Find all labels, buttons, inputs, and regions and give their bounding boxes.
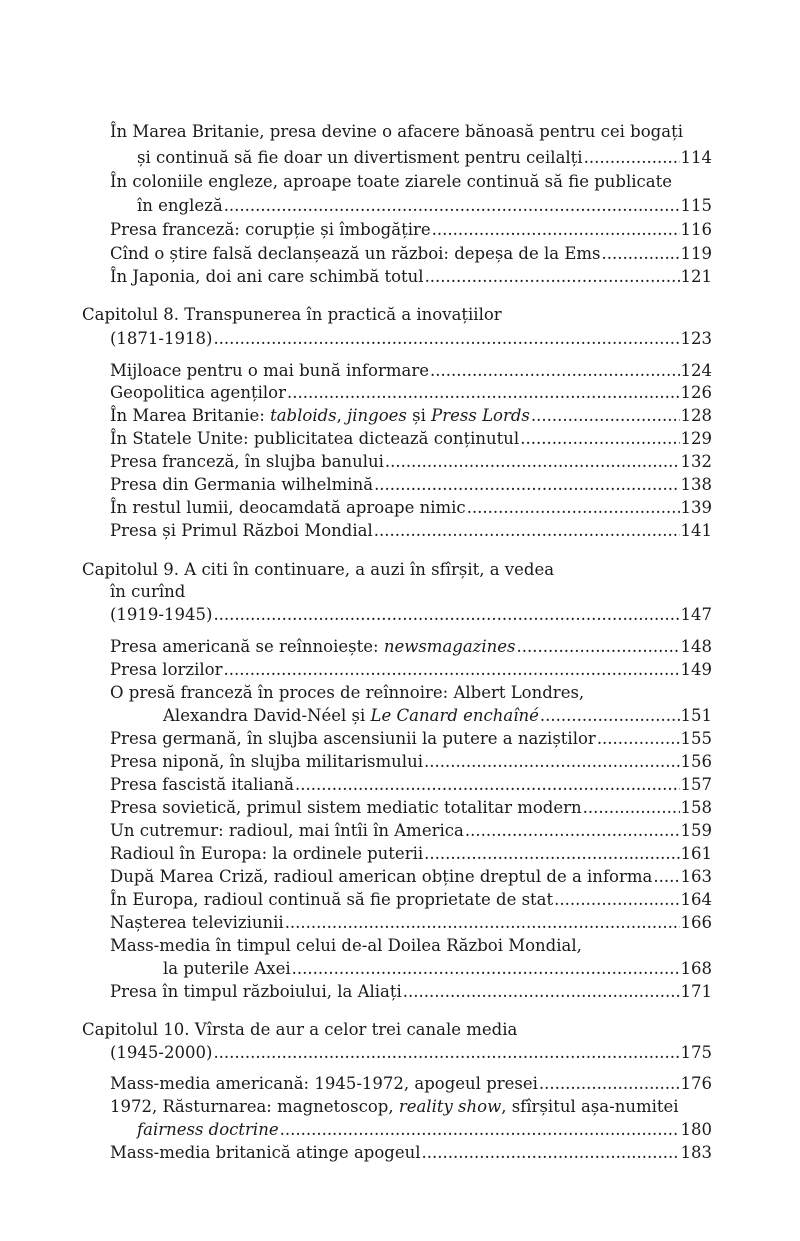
- toc-entry-text: Presa și Primul Război Mondial: [110, 521, 373, 540]
- toc-entry: [0, 796, 800, 820]
- chapter-years: (1871-1918): [110, 329, 213, 348]
- leader-dots: [280, 1118, 680, 1142]
- page-number: 157: [680, 775, 712, 794]
- chapter-heading: [0, 603, 800, 627]
- toc-entry: [0, 242, 800, 266]
- page-number: 119: [680, 244, 712, 263]
- page-number: 123: [680, 329, 712, 348]
- leader-dots: [374, 519, 680, 543]
- toc-entry-text: În restul lumii, deocamdată aproape nimic: [110, 498, 466, 517]
- page-number: 176: [680, 1074, 712, 1093]
- toc-entry: [0, 934, 800, 958]
- toc-entry: [0, 681, 800, 705]
- toc-entry: [0, 773, 800, 797]
- toc-entry-text: În coloniile engleze, aproape toate ziarele continuă să fie publicate: [110, 172, 672, 191]
- toc-entry-text: Presa franceză, în slujba banului: [110, 452, 384, 471]
- page-number: 161: [680, 844, 712, 863]
- page-number: 166: [680, 913, 712, 932]
- page-number: 164: [680, 890, 712, 909]
- leader-dots: [425, 265, 680, 289]
- page-number: 138: [680, 475, 712, 494]
- page-number: 171: [680, 982, 712, 1001]
- page-number: 114: [680, 148, 712, 167]
- leader-dots: [285, 911, 680, 935]
- leader-dots: [287, 381, 680, 405]
- toc-entry-text: în engleză: [137, 196, 223, 215]
- leader-dots: [539, 1072, 680, 1096]
- leader-dots: [424, 842, 679, 866]
- leader-dots: [520, 427, 679, 451]
- toc-entry: [0, 427, 800, 451]
- chapter-title: Capitolul 9. A citi în continuare, a auzi în sfîrșit, a vedea: [82, 560, 555, 579]
- chapter-heading: [0, 327, 800, 351]
- chapter-heading: [0, 1041, 800, 1065]
- chapter-heading: [0, 580, 800, 604]
- leader-dots: [432, 218, 680, 242]
- page-number: 149: [680, 660, 712, 679]
- toc-entry: [0, 658, 800, 682]
- toc-entry: [0, 1141, 800, 1165]
- toc-entry: [0, 1118, 800, 1142]
- toc-entry: [0, 146, 800, 170]
- toc-entry: [0, 194, 800, 218]
- chapter-title: Capitolul 8. Transpunerea în practică a inovațiilor: [82, 305, 502, 324]
- leader-dots: [584, 146, 680, 170]
- leader-dots: [213, 1041, 679, 1065]
- toc-entry: [0, 842, 800, 866]
- toc-entry: [0, 750, 800, 774]
- leader-dots: [422, 1141, 680, 1165]
- page-number: 159: [680, 821, 712, 840]
- page-number: 156: [680, 752, 712, 771]
- toc-entry: [0, 359, 800, 383]
- page-number: 147: [680, 605, 712, 624]
- page-number: 132: [680, 452, 712, 471]
- leader-dots: [295, 773, 679, 797]
- leader-dots: [540, 704, 680, 728]
- page-number: 141: [680, 521, 712, 540]
- leader-dots: [602, 242, 680, 266]
- toc-entry: [0, 1095, 800, 1119]
- leader-dots: [517, 635, 680, 659]
- toc-entry: [0, 450, 800, 474]
- page-number: 129: [680, 429, 712, 448]
- leader-dots: [653, 865, 679, 889]
- toc-entry-text: În Europa, radioul continuă să fie proprietate de stat: [110, 890, 554, 909]
- chapter-heading: [0, 1018, 800, 1042]
- leader-dots: [403, 980, 680, 1004]
- toc-entry-text: Presa sovietică, primul sistem mediatic totalitar modern: [110, 798, 582, 817]
- page-number: 139: [680, 498, 712, 517]
- toc-entry-text: Presa fascistă italiană: [110, 775, 295, 794]
- toc-entry: [0, 865, 800, 889]
- leader-dots: [374, 473, 679, 497]
- toc-entry: [0, 704, 800, 728]
- toc-entry-text: la puterile Axei: [163, 959, 291, 978]
- toc-entry: [0, 120, 800, 144]
- page-number: 180: [680, 1120, 712, 1139]
- toc-entry-text: Mass-media în timpul celui de-al Doilea Război Mondial,: [110, 936, 582, 955]
- toc-entry-text: O presă franceză în proces de reînnoire: Albert Londres,: [110, 683, 585, 702]
- page-number: 124: [680, 361, 712, 380]
- toc-entry-text: Mass-media britanică atinge apogeul: [110, 1143, 421, 1162]
- page-number: 158: [680, 798, 712, 817]
- leader-dots: [213, 327, 679, 351]
- toc-entry-text: Presa germană, în slujba ascensiunii la putere a naziștilor: [110, 729, 596, 748]
- page-number: 116: [680, 220, 712, 239]
- leader-dots: [531, 404, 680, 428]
- page-number: 163: [680, 867, 712, 886]
- page-number: 115: [680, 196, 712, 215]
- leader-dots: [223, 658, 679, 682]
- toc-entry-text: Presa în timpul războiului, la Aliați: [110, 982, 402, 1001]
- page-number: 148: [680, 637, 712, 656]
- leader-dots: [224, 194, 680, 218]
- toc-entry-text: Mass-media americană: 1945-1972, apogeul presei: [110, 1074, 538, 1093]
- toc-entry: [0, 170, 800, 194]
- toc-entry: [0, 727, 800, 751]
- toc-entry-text: Presa din Germania wilhelmină: [110, 475, 374, 494]
- toc-entry-text: Presa lorzilor: [110, 660, 223, 679]
- toc-entry: [0, 265, 800, 289]
- toc-entry-text: Nașterea televiziunii: [110, 913, 284, 932]
- leader-dots: [465, 819, 680, 843]
- leader-dots: [554, 888, 679, 912]
- toc-entry: [0, 473, 800, 497]
- toc-entry: [0, 519, 800, 543]
- leader-dots: [597, 727, 680, 751]
- leader-dots: [583, 796, 680, 820]
- toc-entry-text: În Marea Britanie: tabloids, jingoes și Press Lords: [110, 406, 530, 425]
- toc-entry-text: După Marea Criză, radioul american obține dreptul de a informa: [110, 867, 653, 886]
- leader-dots: [213, 603, 679, 627]
- page-number: 128: [680, 406, 712, 425]
- toc-entry: [0, 819, 800, 843]
- toc-entry: [0, 888, 800, 912]
- toc-entry-text: Un cutremur: radioul, mai întîi în America: [110, 821, 464, 840]
- leader-dots: [430, 359, 680, 383]
- toc-entry-text: Radioul în Europa: la ordinele puterii: [110, 844, 424, 863]
- toc-entry-text: Presa franceză: corupție și îmbogățire: [110, 220, 431, 239]
- chapter-title: Capitolul 10. Vîrsta de aur a celor trei canale media: [82, 1020, 518, 1039]
- toc-entry: [0, 635, 800, 659]
- leader-dots: [467, 496, 680, 520]
- toc-entry-text: 1972, Răsturnarea: magnetoscop, reality show, sfîrșitul așa-numitei: [110, 1097, 679, 1116]
- toc-entry-text: și continuă să fie doar un divertisment pentru ceilalți: [137, 148, 583, 167]
- toc-entry-text: În Statele Unite: publicitatea dictează conținutul: [110, 429, 520, 448]
- page-number: 175: [680, 1043, 712, 1062]
- page-number: 121: [680, 267, 712, 286]
- toc-entry: [0, 404, 800, 428]
- toc-entry-text: Mijloace pentru o mai bună informare: [110, 361, 429, 380]
- chapter-title-continued: în curînd: [110, 582, 186, 601]
- toc-entry-text: Presa americană se reînnoiește: newsmagazines: [110, 637, 516, 656]
- toc-entry-text: Alexandra David-Néel și Le Canard enchaîné: [163, 706, 539, 725]
- chapter-years: (1919-1945): [110, 605, 213, 624]
- toc-entry: [0, 911, 800, 935]
- toc-entry-text: În Marea Britanie, presa devine o afacere bănoasă pentru cei bogați: [110, 122, 683, 141]
- toc-entry: [0, 980, 800, 1004]
- toc-entry-text: Geopolitica agenților: [110, 383, 286, 402]
- page-number: 155: [680, 729, 712, 748]
- toc-entry-text: Presa niponă, în slujba militarismului: [110, 752, 423, 771]
- toc-entry: [0, 1072, 800, 1096]
- leader-dots: [424, 750, 680, 774]
- toc-entry: [0, 218, 800, 242]
- page-number: 168: [680, 959, 712, 978]
- toc-entry-text: Cînd o știre falsă declanșează un război: depeșa de la Ems: [110, 244, 601, 263]
- leader-dots: [292, 957, 680, 981]
- toc-entry-text: fairness doctrine: [137, 1120, 279, 1139]
- toc-entry: [0, 957, 800, 981]
- toc-entry-text: În Japonia, doi ani care schimbă totul: [110, 267, 424, 286]
- page-number: 151: [680, 706, 712, 725]
- toc-entry: [0, 381, 800, 405]
- chapter-years: (1945-2000): [110, 1043, 213, 1062]
- page-number: 126: [680, 383, 712, 402]
- chapter-heading: [0, 558, 800, 582]
- toc-entry: [0, 496, 800, 520]
- chapter-heading: [0, 303, 800, 327]
- page-number: 183: [680, 1143, 712, 1162]
- leader-dots: [385, 450, 680, 474]
